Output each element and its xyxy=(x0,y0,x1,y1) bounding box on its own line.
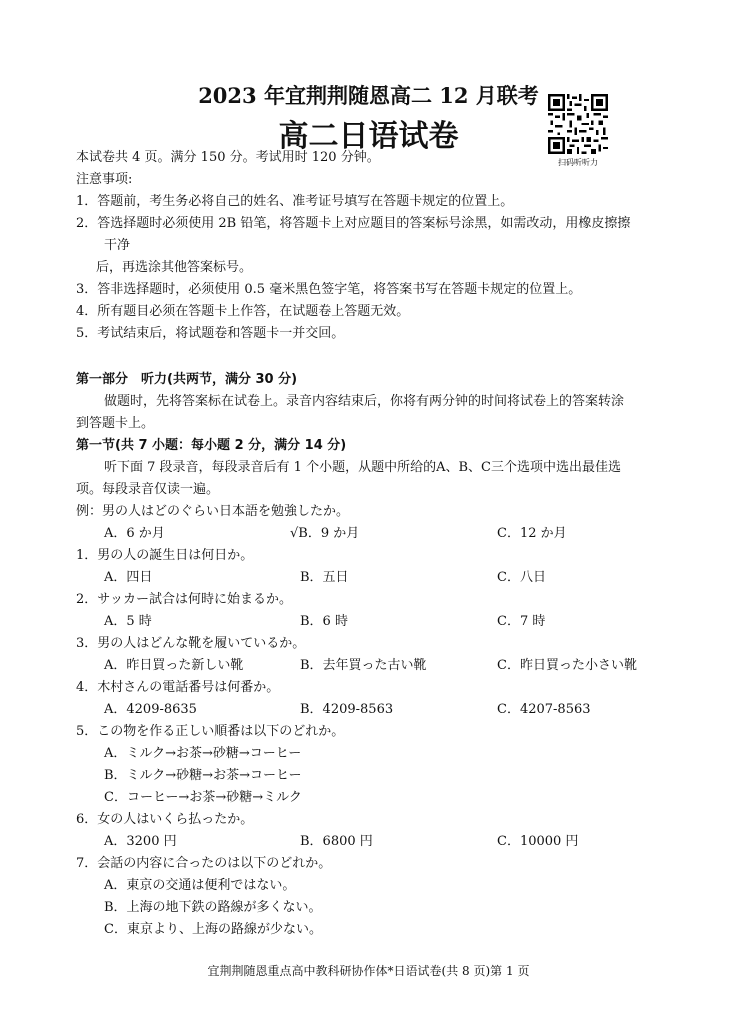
notice-heading: 注意事项: xyxy=(76,172,133,187)
example-option-c: C．12 か月 xyxy=(497,526,567,541)
q5-option-c: C．コーヒー→お茶→砂糖→ミルク xyxy=(104,790,302,805)
part-description-cont: 到答题卡上。 xyxy=(76,416,155,431)
exam-subtitle: 高二日语试卷 xyxy=(278,119,459,154)
qr-code-icon[interactable] xyxy=(548,94,608,154)
notice-item-2: 2．答选择题时必须使用 2B 铅笔，将答题卡上对应题目的答案标号涂黑，如需改动，用橡皮擦擦 xyxy=(76,216,631,231)
example-option-b: √B．9 か月 xyxy=(290,526,360,541)
question-6: 6．女の人はいくら払ったか。 xyxy=(76,812,254,827)
q6-option-b: B．6800 円 xyxy=(300,834,373,849)
q7-option-b: B．上海の地下鉄の路線が多くない。 xyxy=(104,900,322,915)
exam-info: 本试卷共 4 页。满分 150 分。考试用时 120 分钟。 xyxy=(76,150,380,165)
part-description: 做题时，先将答案标在试卷上。录音内容结束后，你将有两分钟的时间将试卷上的答案转涂 xyxy=(104,394,625,409)
question-7: 7．会話の内容に合ったのは以下のどれか。 xyxy=(76,856,332,871)
exam-title: 2023 年宜荆荆随恩高二 12 月联考 xyxy=(198,83,539,108)
q6-option-c: C．10000 円 xyxy=(497,834,579,849)
part-heading: 第一部分 听力(共两节，满分 30 分) xyxy=(76,372,298,387)
q2-option-b: B．6 時 xyxy=(300,614,348,629)
q3-option-a: A．昨日買った新しい靴 xyxy=(104,658,244,673)
notice-item-2-cont2: 后，再选涂其他答案标号。 xyxy=(96,260,253,275)
question-2: 2．サッカー試合は何時に始まるか。 xyxy=(76,592,293,607)
page-footer: 宜荆荆随恩重点高中教科研协作体*日语试卷(共 8 页)第 1 页 xyxy=(207,964,530,978)
q5-option-b: B．ミルク→砂糖→お茶→コーヒー xyxy=(104,768,302,783)
question-5: 5．この物を作る正しい順番は以下のどれか。 xyxy=(76,724,345,739)
q4-option-c: C．4207-8563 xyxy=(497,702,591,717)
question-3: 3．男の人はどんな靴を履いているか。 xyxy=(76,636,306,651)
section-description-cont: 项。每段录音仅读一遍。 xyxy=(76,482,220,497)
notice-item-5: 5．考试结束后，将试题卷和答题卡一并交回。 xyxy=(76,326,345,341)
example-option-a: A．6 か月 xyxy=(104,526,165,541)
example-question: 例：男の人はどのぐらい日本語を勉強したか。 xyxy=(76,504,350,519)
q7-option-c: C．東京より、上海の路線が少ない。 xyxy=(104,922,322,937)
q3-option-b: B．去年買った古い靴 xyxy=(300,658,427,673)
notice-item-3: 3．答非选择题时，必须使用 0.5 毫米黑色签字笔，将答案书写在答题卡规定的位置上。 xyxy=(76,282,582,297)
q6-option-a: A．3200 円 xyxy=(104,834,177,849)
notice-item-1: 1．答题前，考生务必将自己的姓名、准考证号填写在答题卡规定的位置上。 xyxy=(76,194,514,209)
section-description: 听下面 7 段录音，每段录音后有 1 个小题，从题中所给的A、B、C三个选项中选出最佳选 xyxy=(104,460,621,475)
q4-option-b: B．4209-8563 xyxy=(300,702,394,717)
notice-item-2-cont: 干净 xyxy=(104,238,131,253)
notice-item-4: 4．所有题目必须在答题卡上作答，在试题卷上答题无效。 xyxy=(76,304,410,319)
q3-option-c: C．昨日買った小さい靴 xyxy=(497,658,637,673)
q2-option-c: C．7 時 xyxy=(497,614,546,629)
q1-option-a: A．四日 xyxy=(104,570,153,585)
q1-option-b: B．五日 xyxy=(300,570,349,585)
qr-caption: 扫码听听力 xyxy=(558,158,598,167)
q7-option-a: A．東京の交通は便利ではない。 xyxy=(104,878,296,893)
q1-option-c: C．八日 xyxy=(497,570,546,585)
section-heading: 第一节(共 7 小题：每小题 2 分，满分 14 分) xyxy=(76,438,347,453)
q2-option-a: A．5 時 xyxy=(104,614,152,629)
q5-option-a: A．ミルク→お茶→砂糖→コーヒー xyxy=(104,746,302,761)
question-4: 4．木村さんの電話番号は何番か。 xyxy=(76,680,280,695)
question-1: 1．男の人の誕生日は何日か。 xyxy=(76,548,254,563)
q4-option-a: A．4209-8635 xyxy=(104,702,197,717)
